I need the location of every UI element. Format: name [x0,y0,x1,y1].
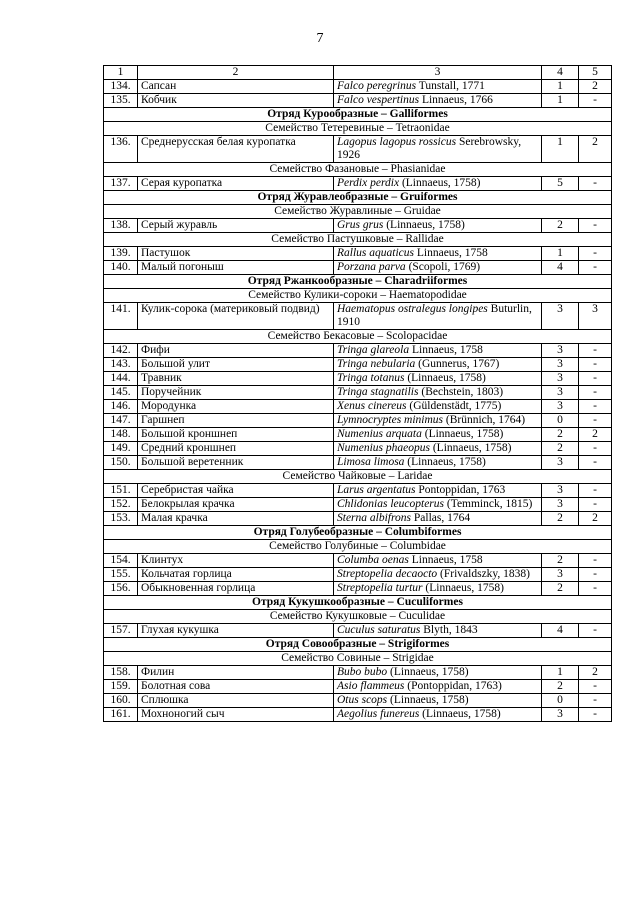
status-category-2: 2 [579,512,612,526]
status-category: 3 [542,372,579,386]
table-row [104,94,612,108]
species-table [103,65,612,722]
latin-name: Porzana parva [337,261,406,273]
scientific-name [334,554,542,568]
scientific-name [334,358,542,372]
status-category: 1 [542,80,579,94]
order-heading-row [104,108,612,122]
family-heading: Семейство Тетеревиные – Tetraonidae [104,122,612,136]
latin-name: Chlidonias leucopterus [337,498,445,510]
status-category-2: - [579,344,612,358]
latin-name: Columba oenas [337,554,409,566]
table-row [104,386,612,400]
status-category-2: - [579,219,612,233]
russian-name: Малая крачка [138,512,334,526]
status-category-2: - [579,177,612,191]
status-category-2: - [579,568,612,582]
order-heading: Отряд Журавлеобразные – Gruiformes [104,191,612,205]
latin-name: Tringa stagnatilis [337,386,419,398]
status-category-2: - [579,400,612,414]
status-category-2: - [579,442,612,456]
scientific-name [334,177,542,191]
status-category-2: - [579,372,612,386]
table-row [104,428,612,442]
russian-name: Сплюшка [138,694,334,708]
family-heading: Семейство Фазановые – Phasianidae [104,163,612,177]
family-heading-row [104,652,612,666]
table-row [104,512,612,526]
status-category: 1 [542,136,579,163]
author-citation: Linnaeus, 1758 [416,247,488,259]
family-heading-row [104,289,612,303]
row-number: 149. [104,442,138,456]
table-row [104,261,612,275]
status-category-2: 2 [579,80,612,94]
table-row [104,456,612,470]
author-citation: (Güldenstädt, 1775) [409,400,502,412]
family-heading-row [104,610,612,624]
scientific-name [334,247,542,261]
latin-name: Streptopelia decaocto [337,568,438,580]
status-category-2: - [579,484,612,498]
table-row [104,680,612,694]
status-category-2: - [579,456,612,470]
row-number: 146. [104,400,138,414]
scientific-name [334,694,542,708]
author-citation: (Brünnich, 1764) [445,414,526,426]
scientific-name [334,708,542,722]
row-number: 145. [104,386,138,400]
latin-name: Otus scops [337,694,388,706]
table-row [104,694,612,708]
table-row [104,177,612,191]
status-category: 1 [542,94,579,108]
row-number: 154. [104,554,138,568]
table-row [104,358,612,372]
status-category: 2 [542,554,579,568]
author-citation: (Linnaeus, 1758) [407,372,486,384]
status-category-2: - [579,708,612,722]
status-category-2: - [579,498,612,512]
status-category: 2 [542,219,579,233]
latin-name: Sterna albifrons [337,512,412,524]
order-heading: Отряд Кукушкообразные – Cuculiformes [104,596,612,610]
latin-name: Lagopus lagopus rossicus [337,136,457,148]
russian-name: Кольчатая горлица [138,568,334,582]
status-category: 0 [542,414,579,428]
scientific-name [334,80,542,94]
russian-name: Кулик-сорока (материковый подвид) [138,303,334,330]
russian-name: Гаршнеп [138,414,334,428]
status-category: 3 [542,456,579,470]
status-category: 2 [542,428,579,442]
status-category: 3 [542,568,579,582]
scientific-name [334,498,542,512]
family-heading-row [104,470,612,484]
author-citation: Linnaeus, 1766 [421,94,493,106]
latin-name: Tringa totanus [337,372,405,384]
status-category: 3 [542,400,579,414]
row-number: 136. [104,136,138,163]
page-number: 7 [316,31,324,46]
status-category: 3 [542,708,579,722]
order-heading: Отряд Голубеобразные – Columbiformes [104,526,612,540]
author-citation: (Linnaeus, 1758) [386,219,465,231]
scientific-name [334,568,542,582]
author-citation: (Linnaeus, 1758) [424,428,504,440]
status-category: 3 [542,344,579,358]
scientific-name [334,261,542,275]
table-row [104,442,612,456]
author-citation: Pontoppidan, 1763 [418,484,506,496]
russian-name: Глухая кукушка [138,624,334,638]
russian-name: Болотная сова [138,680,334,694]
table-row [104,498,612,512]
author-citation: (Scopoli, 1769) [408,261,481,273]
row-number: 144. [104,372,138,386]
scientific-name [334,680,542,694]
table-row [104,303,612,330]
author-citation: (Linnaeus, 1758) [425,582,504,594]
row-number: 138. [104,219,138,233]
author-citation: (Linnaeus, 1758) [390,666,469,678]
family-heading-row [104,330,612,344]
status-category-2: - [579,261,612,275]
latin-name: Larus argentatus [337,484,416,496]
scientific-name [334,512,542,526]
row-number: 157. [104,624,138,638]
russian-name: Пастушок [138,247,334,261]
family-heading: Семейство Совиные – Strigidae [104,652,612,666]
family-heading-row [104,122,612,136]
family-heading-row [104,540,612,554]
table-row [104,400,612,414]
latin-name: Numenius phaeopus [337,442,430,454]
russian-name: Сапсан [138,80,334,94]
family-heading: Семейство Кукушковые – Cuculidae [104,610,612,624]
scientific-name [334,400,542,414]
status-category: 1 [542,247,579,261]
russian-name: Фифи [138,344,334,358]
author-citation: Tunstall, 1771 [418,80,485,92]
order-heading-row [104,638,612,652]
status-category: 2 [542,680,579,694]
russian-name: Мохноногий сыч [138,708,334,722]
row-number: 140. [104,261,138,275]
table-row [104,344,612,358]
latin-name: Numenius arquata [337,428,422,440]
status-category-2: 2 [579,428,612,442]
latin-name: Lymnocryptes minimus [337,414,444,426]
russian-name: Серый журавль [138,219,334,233]
status-category: 3 [542,358,579,372]
status-category: 0 [542,694,579,708]
author-citation: (Temminck, 1815) [446,498,533,510]
table-row [104,554,612,568]
row-number: 150. [104,456,138,470]
scientific-name [334,442,542,456]
author-citation: (Frivaldszky, 1838) [440,568,531,580]
russian-name: Серебристая чайка [138,484,334,498]
scientific-name [334,344,542,358]
table-row [104,247,612,261]
status-category: 4 [542,624,579,638]
latin-name: Falco peregrinus [337,80,417,92]
status-category-2: 3 [579,303,612,330]
author-citation: (Linnaeus, 1758) [432,442,512,454]
russian-name: Поручейник [138,386,334,400]
status-category: 5 [542,177,579,191]
author-citation: Blyth, 1843 [423,624,478,636]
scientific-name [334,666,542,680]
order-heading: Отряд Совообразные – Strigiformes [104,638,612,652]
scientific-name [334,372,542,386]
order-heading: Отряд Курообразные – Galliformes [104,108,612,122]
author-citation: Linnaeus, 1758 [411,344,483,356]
scientific-name [334,428,542,442]
status-category-2: - [579,94,612,108]
author-citation: Linnaeus, 1758 [411,554,483,566]
family-heading: Семейство Кулики-сороки – Haematopodidae [104,289,612,303]
author-citation: Pallas, 1764 [413,512,471,524]
russian-name: Большой улит [138,358,334,372]
author-citation: (Bechstein, 1803) [421,386,504,398]
status-category-2: 2 [579,136,612,163]
russian-name: Большой кроншнеп [138,428,334,442]
row-number: 148. [104,428,138,442]
table-row [104,708,612,722]
status-category: 4 [542,261,579,275]
scientific-name [334,414,542,428]
status-category-2: 2 [579,666,612,680]
author-citation: (Linnaeus, 1758) [390,694,469,706]
scientific-name [334,456,542,470]
scientific-name [334,582,542,596]
family-heading-row [104,233,612,247]
family-heading: Семейство Пастушковые – Rallidae [104,233,612,247]
table-row [104,136,612,163]
russian-name: Мородунка [138,400,334,414]
status-category: 1 [542,666,579,680]
status-category: 2 [542,512,579,526]
row-number: 151. [104,484,138,498]
row-number: 142. [104,344,138,358]
russian-name: Обыкновенная горлица [138,582,334,596]
row-number: 134. [104,80,138,94]
scientific-name [334,303,542,330]
family-heading-row [104,163,612,177]
status-category-2: - [579,358,612,372]
latin-name: Falco vespertinus [337,94,420,106]
family-heading-row [104,205,612,219]
status-category: 2 [542,442,579,456]
table-row [104,484,612,498]
table-body [104,66,612,722]
table-header-row [104,66,612,80]
status-category: 3 [542,484,579,498]
latin-name: Streptopelia turtur [337,582,423,594]
scientific-name [334,386,542,400]
row-number: 137. [104,177,138,191]
author-citation: (Linnaeus, 1758) [407,456,486,468]
russian-name: Кобчик [138,94,334,108]
order-heading-row [104,191,612,205]
order-heading: Отряд Ржанкообразные – Charadriiformes [104,275,612,289]
status-category-2: - [579,680,612,694]
row-number: 152. [104,498,138,512]
table-row [104,624,612,638]
status-category-2: - [579,386,612,400]
row-number: 153. [104,512,138,526]
latin-name: Rallus aquaticus [337,247,414,259]
latin-name: Bubo bubo [337,666,388,678]
table-row [104,372,612,386]
row-number: 159. [104,680,138,694]
order-heading-row [104,275,612,289]
status-category-2: - [579,554,612,568]
latin-name: Tringa nebularia [337,358,416,370]
status-category-2: - [579,247,612,261]
scientific-name [334,94,542,108]
table-row [104,219,612,233]
family-heading: Семейство Журавлиные – Gruidae [104,205,612,219]
author-citation: (Linnaeus, 1758) [401,177,481,189]
table-row [104,80,612,94]
status-category-2: - [579,414,612,428]
status-category-2: - [579,624,612,638]
table-row [104,666,612,680]
row-number: 155. [104,568,138,582]
row-number: 156. [104,582,138,596]
row-number: 158. [104,666,138,680]
status-category: 3 [542,303,579,330]
status-category: 3 [542,386,579,400]
scientific-name [334,624,542,638]
latin-name: Aegolius funereus [337,708,420,720]
russian-name: Средний кроншнеп [138,442,334,456]
row-number: 147. [104,414,138,428]
russian-name: Большой веретенник [138,456,334,470]
family-heading: Семейство Голубиные – Columbidae [104,540,612,554]
status-category: 2 [542,582,579,596]
author-citation: (Linnaeus, 1758) [422,708,501,720]
status-category: 3 [542,498,579,512]
row-number: 135. [104,94,138,108]
author-citation: Serebrowsky, 1926 [337,136,522,161]
row-number: 139. [104,247,138,261]
family-heading: Семейство Бекасовые – Scolopacidae [104,330,612,344]
latin-name: Limosa limosa [337,456,405,468]
header-cell: 1 [104,66,138,80]
row-number: 141. [104,303,138,330]
latin-name: Cuculus saturatus [337,624,421,636]
table-row [104,414,612,428]
author-citation: (Gunnerus, 1767) [418,358,500,370]
header-cell: 2 [138,66,334,80]
table-row [104,582,612,596]
russian-name: Филин [138,666,334,680]
author-citation: Buturlin, 1910 [337,303,532,328]
russian-name: Травник [138,372,334,386]
russian-name: Среднерусская белая куропатка [138,136,334,163]
row-number: 161. [104,708,138,722]
header-cell: 5 [579,66,612,80]
row-number: 143. [104,358,138,372]
family-heading: Семейство Чайковые – Laridae [104,470,612,484]
latin-name: Xenus cinereus [337,400,407,412]
order-heading-row [104,596,612,610]
row-number: 160. [104,694,138,708]
russian-name: Клинтух [138,554,334,568]
scientific-name [334,136,542,163]
table-row [104,568,612,582]
status-category-2: - [579,694,612,708]
latin-name: Tringa glareola [337,344,410,356]
header-cell: 4 [542,66,579,80]
russian-name: Малый погоныш [138,261,334,275]
status-category-2: - [579,582,612,596]
russian-name: Серая куропатка [138,177,334,191]
header-cell: 3 [334,66,542,80]
latin-name: Asio flammeus [337,680,405,692]
scientific-name [334,219,542,233]
author-citation: (Pontoppidan, 1763) [407,680,502,692]
russian-name: Белокрылая крачка [138,498,334,512]
latin-name: Grus grus [337,219,384,231]
latin-name: Perdix perdix [337,177,400,189]
order-heading-row [104,526,612,540]
latin-name: Haematopus ostralegus longipes [337,303,488,315]
scientific-name [334,484,542,498]
